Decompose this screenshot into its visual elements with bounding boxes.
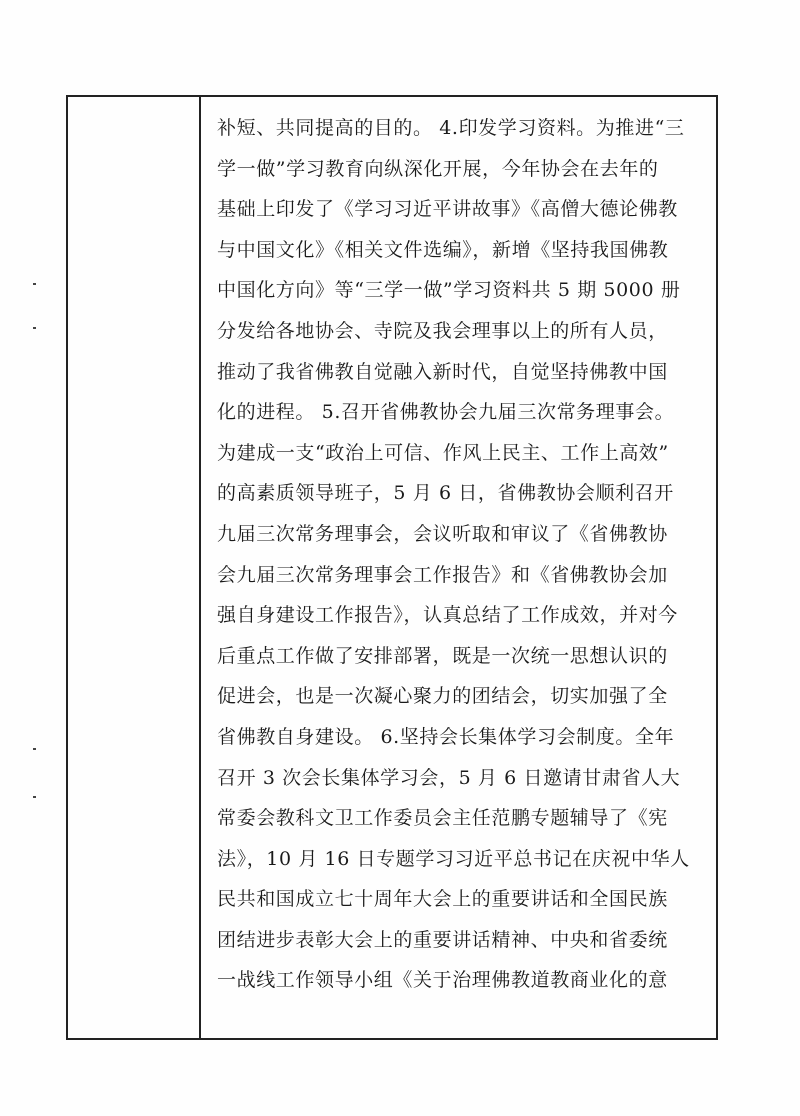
text-line: 推动了我省佛教自觉融入新时代，自觉坚持佛教中国 xyxy=(217,360,668,383)
table-content-cell xyxy=(201,97,716,1038)
margin-mark xyxy=(33,796,36,798)
text-line: 化的进程。 5.召开省佛教协会九届三次常务理事会。 xyxy=(217,401,675,424)
text-line: 强自身建设工作报告》，认真总结了工作成效，并对今 xyxy=(217,604,678,627)
text-line: 分发给各地协会、寺院及我会理事以上的所有人员， xyxy=(217,319,668,342)
text-line: 九届三次常务理事会，会议听取和审议了《省佛教协 xyxy=(217,522,668,545)
text-line: 基础上印发了《学习习近平讲故事》《高僧大德论佛教 xyxy=(217,198,678,221)
margin-mark xyxy=(33,748,36,750)
table-label-cell xyxy=(68,97,201,1038)
text-line: 会九届三次常务理事会工作报告》和《省佛教协会加 xyxy=(217,563,668,586)
text-line: 法》，10 月 16 日专题学习习近平总书记在庆祝中华人 xyxy=(217,847,690,870)
text-line: 与中国文化》《相关文件选编》，新增《坚持我国佛教 xyxy=(217,238,669,261)
text-line: 的高素质领导班子，5 月 6 日，省佛教协会顺利召开 xyxy=(217,482,674,505)
text-line: 补短、共同提高的目的。 4.印发学习资料。为推进“三 xyxy=(217,117,685,139)
text-line: 召开 3 次会长集体学习会，5 月 6 日邀请甘肃省人大 xyxy=(217,766,681,789)
margin-mark xyxy=(33,283,36,285)
text-line: 民共和国成立七十周年大会上的重要讲话和全国民族 xyxy=(217,888,668,911)
text-line: 为建成一支“政治上可信、作风上民主、工作上高效” xyxy=(217,441,669,464)
text-line: 促进会，也是一次凝心聚力的团结会，切实加强了全 xyxy=(217,685,668,708)
text-line: 中国化方向》等“三学一做”学习资料共 5 期 5000 册 xyxy=(217,279,681,302)
text-line: 后重点工作做了安排部署，既是一次统一思想认识的 xyxy=(217,644,668,667)
text-line: 学一做”学习教育向纵深化开展，今年协会在去年的 xyxy=(217,157,659,180)
text-line: 一战线工作领导小组《关于治理佛教道教商业化的意 xyxy=(217,969,668,992)
margin-mark xyxy=(33,327,36,329)
document-table xyxy=(66,95,718,1040)
text-line: 团结进步表彰大会上的重要讲话精神、中央和省委统 xyxy=(217,928,668,951)
text-line: 常委会教科文卫工作委员会主任范鹏专题辅导了《宪 xyxy=(217,807,668,830)
text-line: 省佛教自身建设。 6.坚持会长集体学习会制度。全年 xyxy=(217,725,675,748)
